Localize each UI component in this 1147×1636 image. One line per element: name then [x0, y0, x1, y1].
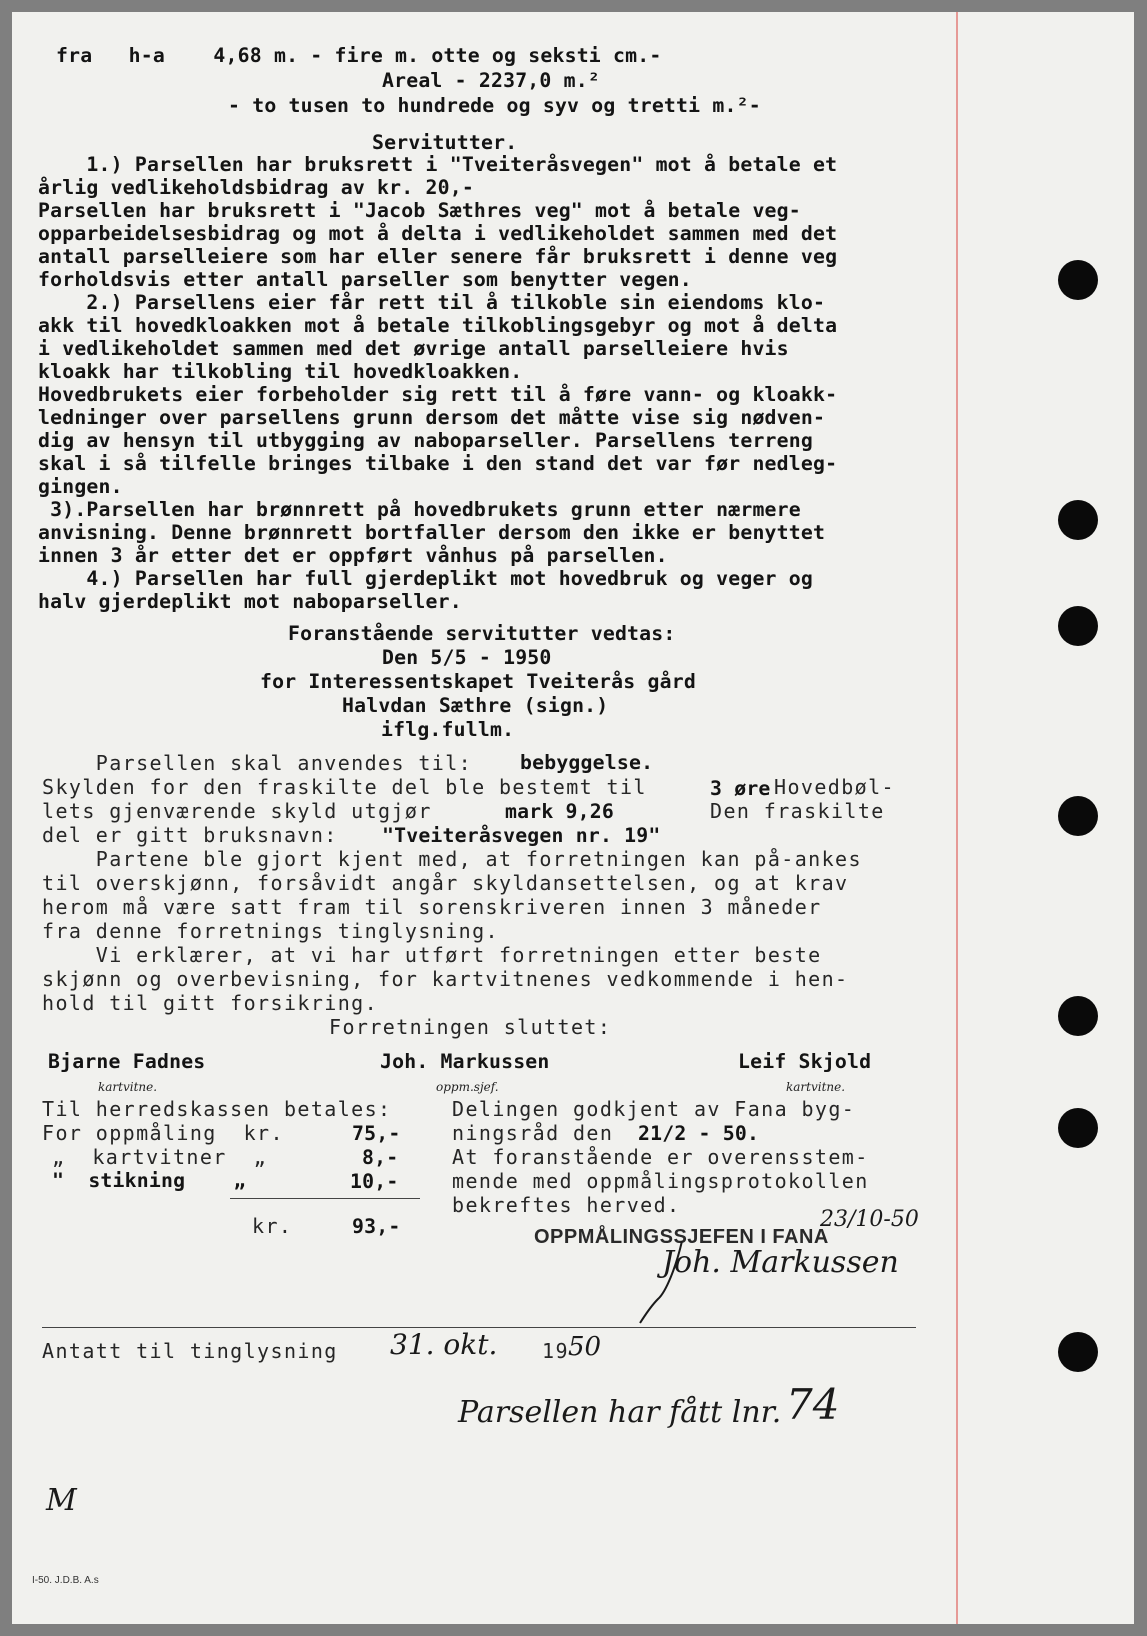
tinglysning-year-prefix: 19 [542, 1339, 569, 1363]
body-line: 3).Parsellen har brønnrett på hovedbrukets grunn etter nærmere [38, 498, 801, 521]
approval-line: ningsråd den [452, 1121, 614, 1145]
punch-hole [1058, 1108, 1098, 1148]
body-line: anvisning. Denne brønnrett bortfaller dersom den ikke er benyttet [38, 521, 826, 544]
body-line: kloakk har tilkobling til hovedkloakken. [38, 360, 523, 383]
fees-heading: Til herredskassen betales: [42, 1097, 392, 1121]
body-line: Parsellen har bruksrett i "Jacob Sæthres veg" mot å betale veg- [38, 199, 801, 222]
vedtak-date: Den 5/5 - 1950 [382, 646, 552, 669]
fee-amount: 8,- [362, 1146, 399, 1169]
tinglysning-year-suffix: 50 [568, 1332, 602, 1362]
body-line: forholdsvis etter antall parseller som benytter vegen. [38, 268, 692, 291]
body-line: 1.) Parsellen har bruksrett i "Tveiteråsvegen" mot å betale et [38, 153, 838, 176]
skyld-value: 3 øre [710, 777, 771, 800]
servitutter-heading: Servitutter. [372, 131, 518, 154]
skyld-lead: Skylden for den fraskilte del ble bestemt til [42, 775, 647, 799]
body-line: antall parselleiere som har eller senere får bruksrett i denne veg [38, 245, 838, 268]
approval-date: 21/2 - 50. [638, 1122, 760, 1145]
signatory-role: oppm.sjef. [436, 1080, 499, 1094]
vedtak-line: for Interessentskapet Tveiterås gård [260, 670, 696, 693]
body-line: hold til gitt forsikring. [42, 991, 379, 1015]
signatory-name: Joh. Markussen [380, 1050, 550, 1073]
punch-hole [1058, 1332, 1098, 1372]
handwritten-initials: M [46, 1483, 77, 1518]
vedtak-line: Foranstående servitutter vedtas: [288, 622, 676, 645]
signatory-name: Bjarne Fadnes [48, 1050, 206, 1073]
fee-amount: 75,- [352, 1122, 401, 1145]
body-line: i vedlikeholdet sammen med det øvrige antall parselleiere hvis [38, 337, 789, 360]
lets-value: mark 9,26 [505, 800, 614, 823]
body-line: halv gjerdeplikt mot naboparseller. [38, 590, 462, 613]
anvendes-value: bebyggelse. [520, 751, 654, 774]
approval-line: At foranstående er overensstem- [452, 1145, 869, 1169]
skyld-tail: Hovedbøl- [774, 775, 895, 799]
punch-hole [1058, 606, 1098, 646]
vedtak-line: Halvdan Sæthre (sign.) [342, 694, 609, 717]
body-line: gingen. [38, 475, 123, 498]
punch-hole [1058, 500, 1098, 540]
body-line: herom må være satt fram til sorenskriveren innen 3 måneder [42, 895, 822, 919]
signatory-role: kartvitne. [786, 1080, 846, 1094]
body-line: Hovedbrukets eier forbeholder sig rett til å føre vann- og kloakk- [38, 383, 838, 406]
area-words-line: - to tusen to hundrede og syv og tretti m.²- [228, 94, 761, 117]
body-line: 2.) Parsellens eier får rett til å tilkoble sin eiendoms klo- [38, 291, 826, 314]
office-stamp: OPPMÅLINGSSJEFEN I FANA [534, 1226, 829, 1248]
body-line: fra denne forretnings tinglysning. [42, 919, 499, 943]
vedtak-line: iflg.fullm. [381, 718, 515, 741]
sluttet-line: Forretningen sluttet: [329, 1015, 612, 1039]
fee-label: " stikning „ [52, 1169, 246, 1192]
body-line: akk til hovedkloakken mot å betale tilkoblingsgebyr og mot å delta [38, 314, 838, 337]
body-line: Vi erklærer, at vi har utført forretningen etter beste [42, 943, 822, 967]
fee-label: „ kartvitner „ [52, 1145, 268, 1169]
body-line: dig av hensyn til utbygging av naboparseller. Parsellens terreng [38, 429, 813, 452]
tinglysning-handwritten-date: 31. okt. [390, 1328, 498, 1361]
handwritten-signature: Joh. Markussen [662, 1245, 899, 1280]
printer-mark: I-50. J.D.B. A.s [32, 1575, 99, 1586]
body-line: opparbeidelsesbidrag og mot å delta i vedlikeholdet sammen med det [38, 222, 838, 245]
handwritten-note-number: 74 [786, 1380, 840, 1429]
navn-value: "Tveiteråsvegen nr. 19" [382, 824, 661, 847]
fee-total-label: kr. [252, 1214, 293, 1238]
approval-line: bekreftes herved. [452, 1193, 681, 1217]
body-line: 4.) Parsellen har full gjerdeplikt mot hovedbruk og veger og [38, 567, 813, 590]
body-line: til overskjønn, forsåvidt angår skyldansettelsen, og at krav [42, 871, 849, 895]
body-line: Partene ble gjort kjent med, at forretningen kan på-ankes [42, 847, 862, 871]
area-line: Areal - 2237,0 m.² [382, 69, 600, 92]
body-line: skjønn og overbevisning, for kartvitnenes vedkommende i hen- [42, 967, 849, 991]
sum-rule [230, 1198, 420, 1199]
body-line: årlig vedlikeholdsbidrag av kr. 20,- [38, 176, 474, 199]
anvendes-lead: Parsellen skal anvendes til: [42, 751, 473, 775]
navn-lead: del er gitt bruksnavn: [42, 823, 338, 847]
margin-rule [956, 12, 958, 1624]
signatory-role: kartvitne. [98, 1080, 158, 1094]
body-line: skal i så tilfelle bringes tilbake i den stand det var før nedleg- [38, 452, 838, 475]
lets-lead: lets gjenværende skyld utgjør [42, 799, 432, 823]
tinglysning-label: Antatt til tinglysning [42, 1339, 338, 1363]
approval-line: mende med oppmålingsprotokollen [452, 1169, 869, 1193]
fee-amount: 10,- [350, 1170, 399, 1193]
signatory-name: Leif Skjold [738, 1050, 872, 1073]
lets-tail: Den fraskilte [710, 799, 885, 823]
punch-hole [1058, 996, 1098, 1036]
punch-hole [1058, 796, 1098, 836]
approval-line: Delingen godkjent av Fana byg- [452, 1097, 856, 1121]
measure-line: fra h-a 4,68 m. - fire m. otte og seksti cm.- [56, 44, 662, 67]
body-line: innen 3 år etter det er oppført vånhus på parsellen. [38, 544, 668, 567]
handwritten-note: Parsellen har fått lnr. [458, 1395, 782, 1430]
stamp-handwritten-date: 23/10-50 [820, 1207, 919, 1232]
fee-total-amount: 93,- [352, 1215, 401, 1238]
fee-label: For oppmåling kr. [42, 1121, 284, 1145]
body-line: ledninger over parsellens grunn dersom det måtte vise sig nødven- [38, 406, 826, 429]
signature-stroke [630, 1237, 700, 1327]
document-page [12, 12, 1134, 1624]
punch-hole [1058, 260, 1098, 300]
